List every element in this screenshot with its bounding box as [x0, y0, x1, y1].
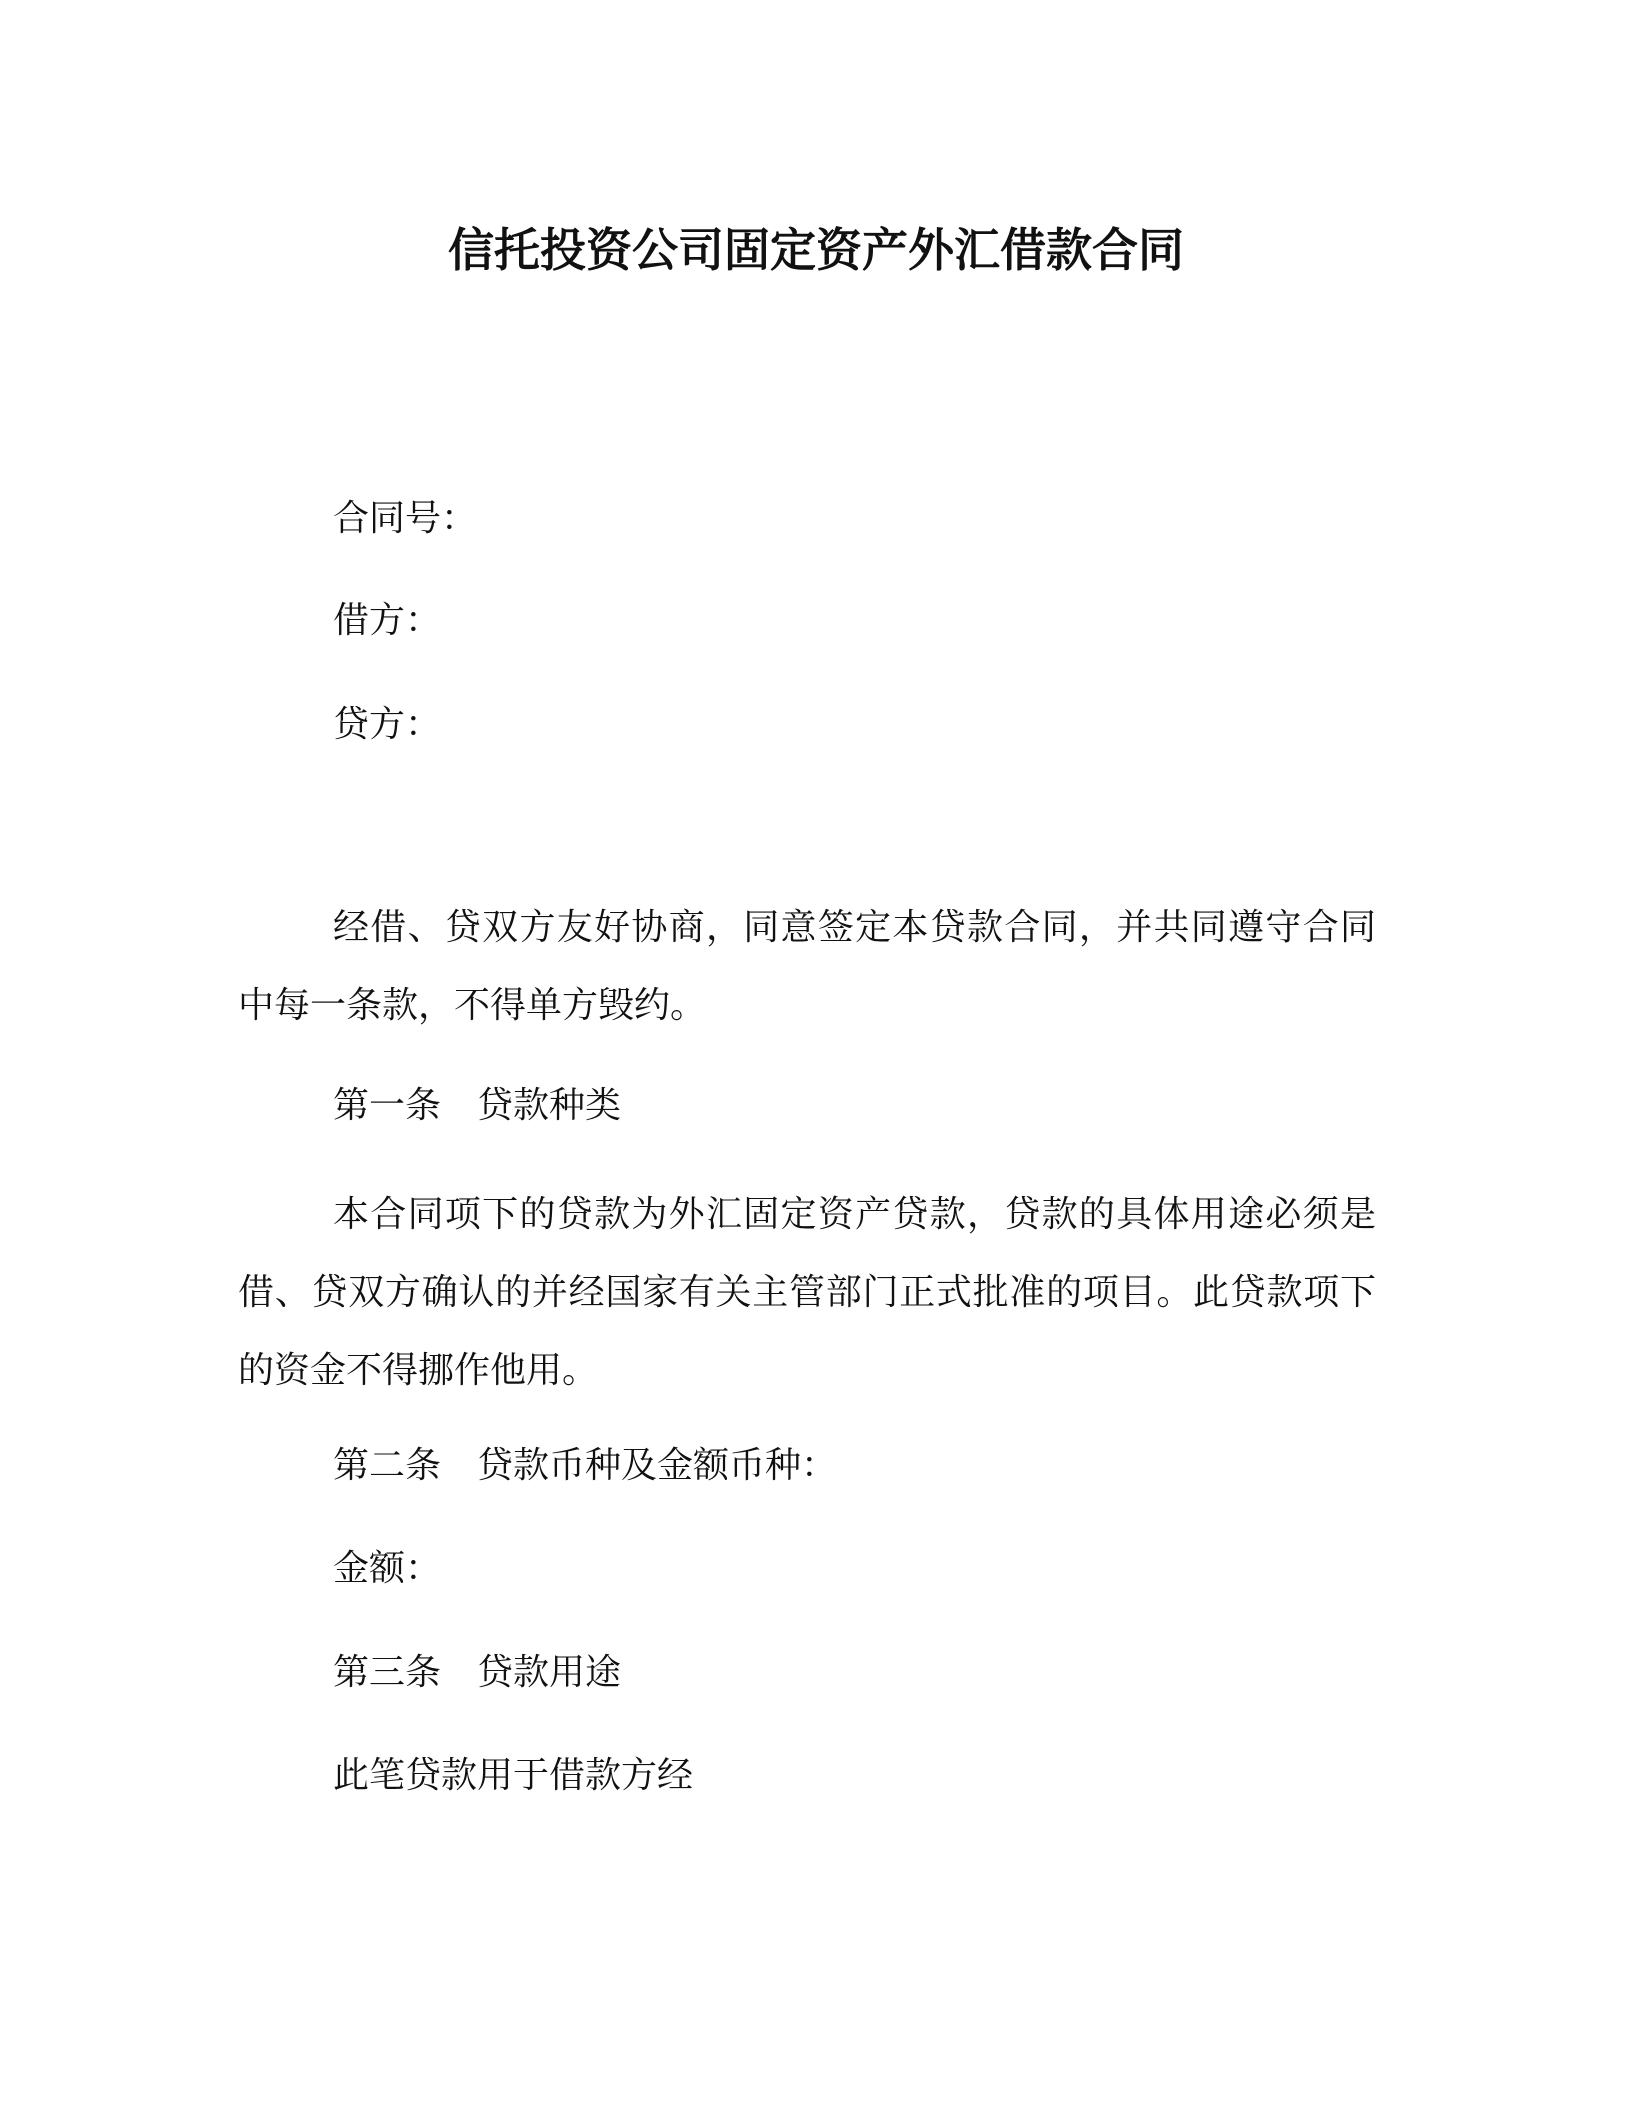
article-3-number: 第三条: [333, 1652, 442, 1693]
article-1-heading: [333, 1083, 621, 1129]
article-3-body: 此笔贷款用于借款方经: [333, 1755, 694, 1796]
document-title: 信托投资公司固定资产外汇借款合同: [448, 223, 1184, 277]
article-2-title: 贷款币种及金额币种：: [477, 1445, 838, 1486]
article-3-title: 贷款用途: [477, 1652, 622, 1693]
article-1-number: 第一条: [333, 1085, 442, 1126]
contract-number-field: 合同号：: [333, 498, 478, 539]
lender-field: 贷方：: [333, 704, 442, 745]
article-2-number: 第二条: [333, 1445, 442, 1486]
amount-field: 金额：: [333, 1548, 442, 1589]
preamble-paragraph: 经借、贷双方友好协商，同意签定本贷款合同，并共同遵守合同中每一条款，不得单方毁约。: [238, 907, 1376, 1026]
borrower-field: 借方：: [333, 600, 442, 641]
article-1-title: 贷款种类: [477, 1085, 622, 1126]
article-2-heading: [333, 1443, 837, 1489]
article-3-heading: [333, 1650, 621, 1696]
article-1-body: 本合同项下的贷款为外汇固定资产贷款，贷款的具体用途必须是借、贷双方确认的并经国家有关主管部门正式批准的项目。此贷款项下的资金不得挪作他用。: [238, 1194, 1376, 1391]
